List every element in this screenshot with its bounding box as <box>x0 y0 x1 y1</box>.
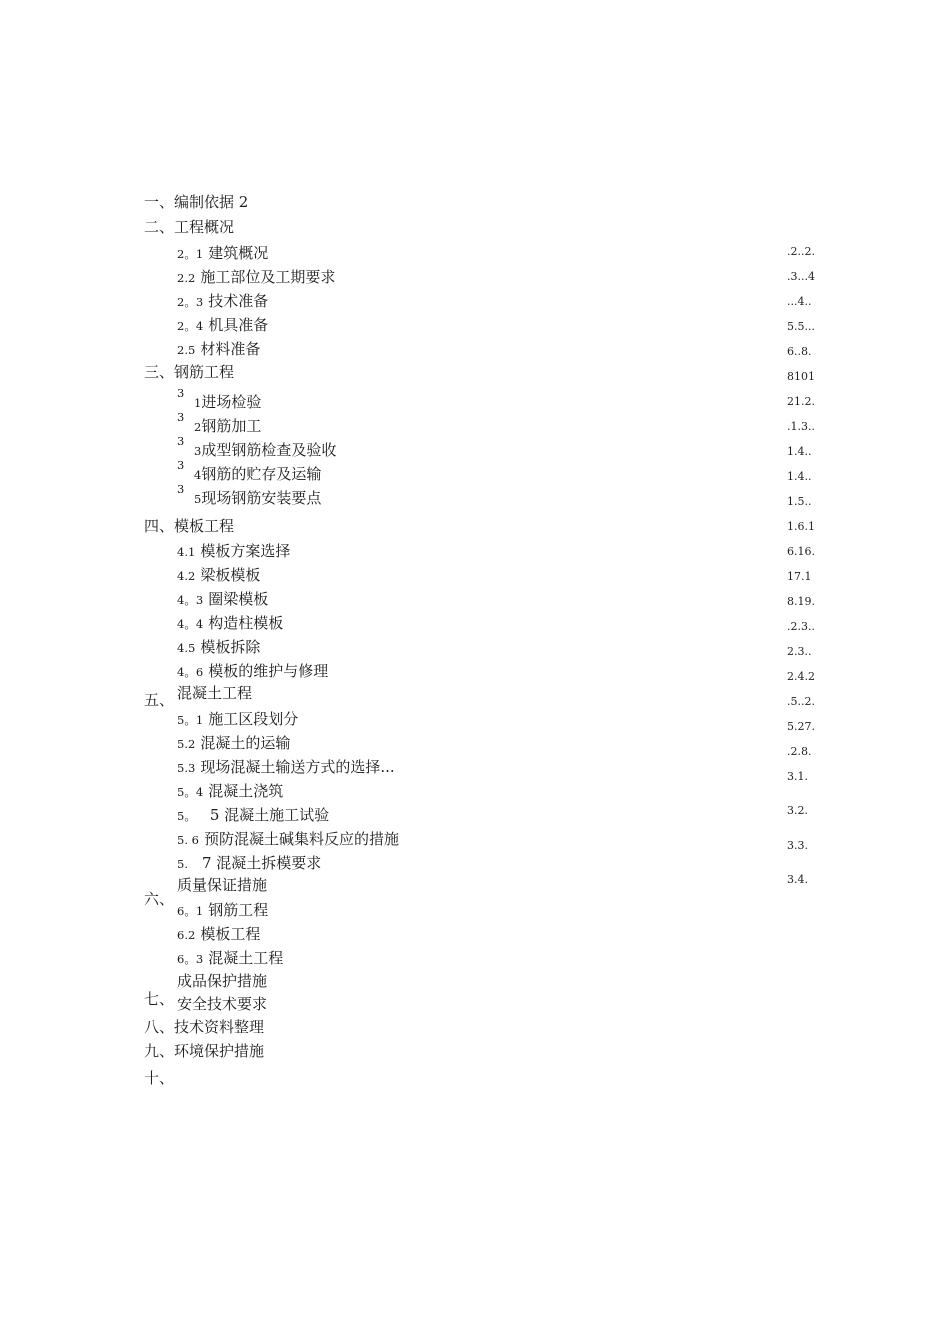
toc-item <box>177 831 399 847</box>
toc-item-number: 5.3 <box>177 761 196 775</box>
toc-item-label: 模板的维护与修理 <box>208 662 329 680</box>
toc-item-number: 4。6 <box>177 665 204 679</box>
toc-page-ref: 3.1. <box>787 770 808 783</box>
toc-item-label: 混凝土浇筑 <box>208 782 284 800</box>
toc-item-number: 5。 <box>177 809 196 823</box>
toc-item <box>177 269 335 285</box>
toc-item-label: 模板拆除 <box>200 638 261 656</box>
toc-page-ref: 8101 <box>787 370 815 383</box>
toc-page-ref: .2.3.. <box>787 620 815 633</box>
toc-item-number: 3 <box>194 444 202 458</box>
toc-item-number: 5。4 <box>177 785 204 799</box>
toc-item-number: 4。4 <box>177 617 204 631</box>
toc-item <box>177 735 290 751</box>
toc-page-ref: 3.4. <box>787 873 808 886</box>
toc-item-label: 模板工程 <box>200 925 261 943</box>
toc-section: 四、模板工程 <box>144 517 235 535</box>
toc-item <box>194 466 321 482</box>
toc-item <box>177 317 268 333</box>
toc-item <box>177 639 260 655</box>
toc-section-title: 成品保护措施 <box>177 972 268 990</box>
toc-item-prefix: 3 <box>177 410 185 424</box>
toc-page-ref: 1.5.. <box>787 495 812 508</box>
toc-section-number: 七、 <box>144 990 175 1008</box>
toc-item <box>177 567 260 583</box>
toc-item-number: 2 <box>194 420 202 434</box>
toc-section: 三、钢筋工程 <box>144 363 235 381</box>
toc-item-number: 5. <box>177 857 188 871</box>
toc-item <box>194 490 321 506</box>
toc-item-label: 钢筋的贮存及运输 <box>201 465 322 483</box>
toc-item-number: 2。3 <box>177 295 204 309</box>
toc-item-label: 圈梁模板 <box>208 590 269 608</box>
toc-item-label: 钢筋加工 <box>201 417 262 435</box>
toc-item-number: 6。3 <box>177 952 204 966</box>
toc-item-label: 成型钢筋检查及验收 <box>201 441 337 459</box>
toc-item <box>177 902 268 918</box>
toc-section-title: 安全技术要求 <box>177 995 268 1013</box>
toc-page-ref: 5.27. <box>787 720 815 733</box>
toc-item-number: 5. 6 <box>177 833 199 847</box>
toc-item-label: 材料准备 <box>200 340 261 358</box>
toc-item-number: 4 <box>194 468 202 482</box>
toc-item <box>177 855 321 871</box>
toc-item <box>194 418 261 434</box>
toc-item-prefix: 3 <box>177 458 185 472</box>
toc-item-number: 4.5 <box>177 641 196 655</box>
toc-item-number: 2。1 <box>177 247 204 261</box>
toc-section: 十、 <box>144 1069 175 1087</box>
toc-item <box>177 711 298 727</box>
toc-page-ref: 3.3. <box>787 839 808 852</box>
toc-page-ref: .2.8. <box>787 745 812 758</box>
toc-page-ref: ...4.. <box>787 295 812 308</box>
toc-page-ref: 17.1 <box>787 570 812 583</box>
toc-item-number: 6.2 <box>177 928 196 942</box>
toc-page-ref: 21.2. <box>787 395 815 408</box>
toc-item-number: 4。3 <box>177 593 204 607</box>
toc-item-prefix: 3 <box>177 434 185 448</box>
toc-page-ref: .2..2. <box>787 245 815 258</box>
toc-section-title: 混凝土工程 <box>177 684 253 702</box>
toc-item-label: 技术准备 <box>208 292 269 310</box>
toc-item <box>177 759 395 775</box>
toc-item-label: 预防混凝土碱集料反应的措施 <box>204 830 400 848</box>
toc-item <box>177 543 290 559</box>
toc-item-label: 机具准备 <box>208 316 269 334</box>
toc-page-ref: 1.4.. <box>787 470 812 483</box>
toc-page-ref: 6.16. <box>787 545 815 558</box>
toc-item-label: 建筑概况 <box>208 244 269 262</box>
toc-item-number: 4.2 <box>177 569 196 583</box>
toc-page-ref: 5.5... <box>787 320 815 333</box>
toc-section: 九、环境保护措施 <box>144 1042 265 1060</box>
toc-item-number: 4.1 <box>177 545 196 559</box>
toc-item-number: 5.2 <box>177 737 196 751</box>
toc-item-label: 梁板模板 <box>200 566 261 584</box>
toc-item <box>177 591 268 607</box>
toc-item-label: 施工部位及工期要求 <box>200 268 336 286</box>
toc-page-ref: 6..8. <box>787 345 812 358</box>
toc-item <box>177 293 268 309</box>
toc-item <box>177 341 260 357</box>
toc-page-ref: 2.3.. <box>787 645 812 658</box>
toc-item-label: 施工区段划分 <box>208 710 299 728</box>
toc-item <box>177 807 329 823</box>
toc-item-number: 2。4 <box>177 319 204 333</box>
toc-section-number: 五、 <box>144 691 175 709</box>
toc-item-number: 6。1 <box>177 904 204 918</box>
toc-section-title: 质量保证措施 <box>177 876 268 894</box>
toc-item <box>177 663 328 679</box>
toc-item-label: 构造柱模板 <box>208 614 284 632</box>
toc-item-label: 模板方案选择 <box>200 542 291 560</box>
toc-item-prefix: 3 <box>177 386 185 400</box>
toc-item-prefix: 3 <box>177 482 185 496</box>
toc-item-label: 混凝土的运输 <box>200 734 291 752</box>
toc-item-label: 5 混凝土施工试验 <box>209 806 330 824</box>
toc-item-label: 7 混凝土拆模要求 <box>201 854 322 872</box>
toc-item-label: 钢筋工程 <box>208 901 269 919</box>
toc-section-number: 六、 <box>144 890 175 908</box>
toc-item-label: 混凝土工程 <box>208 949 284 967</box>
toc-page-ref: 1.4.. <box>787 445 812 458</box>
toc-page-ref: 8.19. <box>787 595 815 608</box>
toc-item <box>194 442 336 458</box>
toc-item <box>177 926 260 942</box>
toc-page-ref: .1.3.. <box>787 420 815 433</box>
toc-item <box>177 615 283 631</box>
toc-item-label: 进场检验 <box>201 393 262 411</box>
toc-item <box>177 950 283 966</box>
toc-item-number: 2.2 <box>177 271 196 285</box>
toc-item-number: 5 <box>194 492 202 506</box>
toc-item <box>177 783 283 799</box>
toc-item-number: 1 <box>194 396 202 410</box>
toc-section: 二、工程概况 <box>144 218 235 236</box>
toc-item-number: 5。1 <box>177 713 204 727</box>
toc-page-ref: 3.2. <box>787 804 808 817</box>
toc-item <box>194 394 261 410</box>
toc-page-ref: .5..2. <box>787 695 815 708</box>
toc-section: 一、编制依据 2 <box>144 193 249 211</box>
toc-page-ref: 1.6.1 <box>787 520 815 533</box>
toc-page-ref: .3...4 <box>787 270 815 283</box>
toc-section: 八、技术资料整理 <box>144 1018 265 1036</box>
toc-item-number: 2.5 <box>177 343 196 357</box>
toc-item <box>177 245 268 261</box>
toc-item-label: 现场混凝土输送方式的选择... <box>200 758 395 776</box>
toc-item-label: 现场钢筋安装要点 <box>201 489 322 507</box>
toc-page-ref: 2.4.2 <box>787 670 815 683</box>
